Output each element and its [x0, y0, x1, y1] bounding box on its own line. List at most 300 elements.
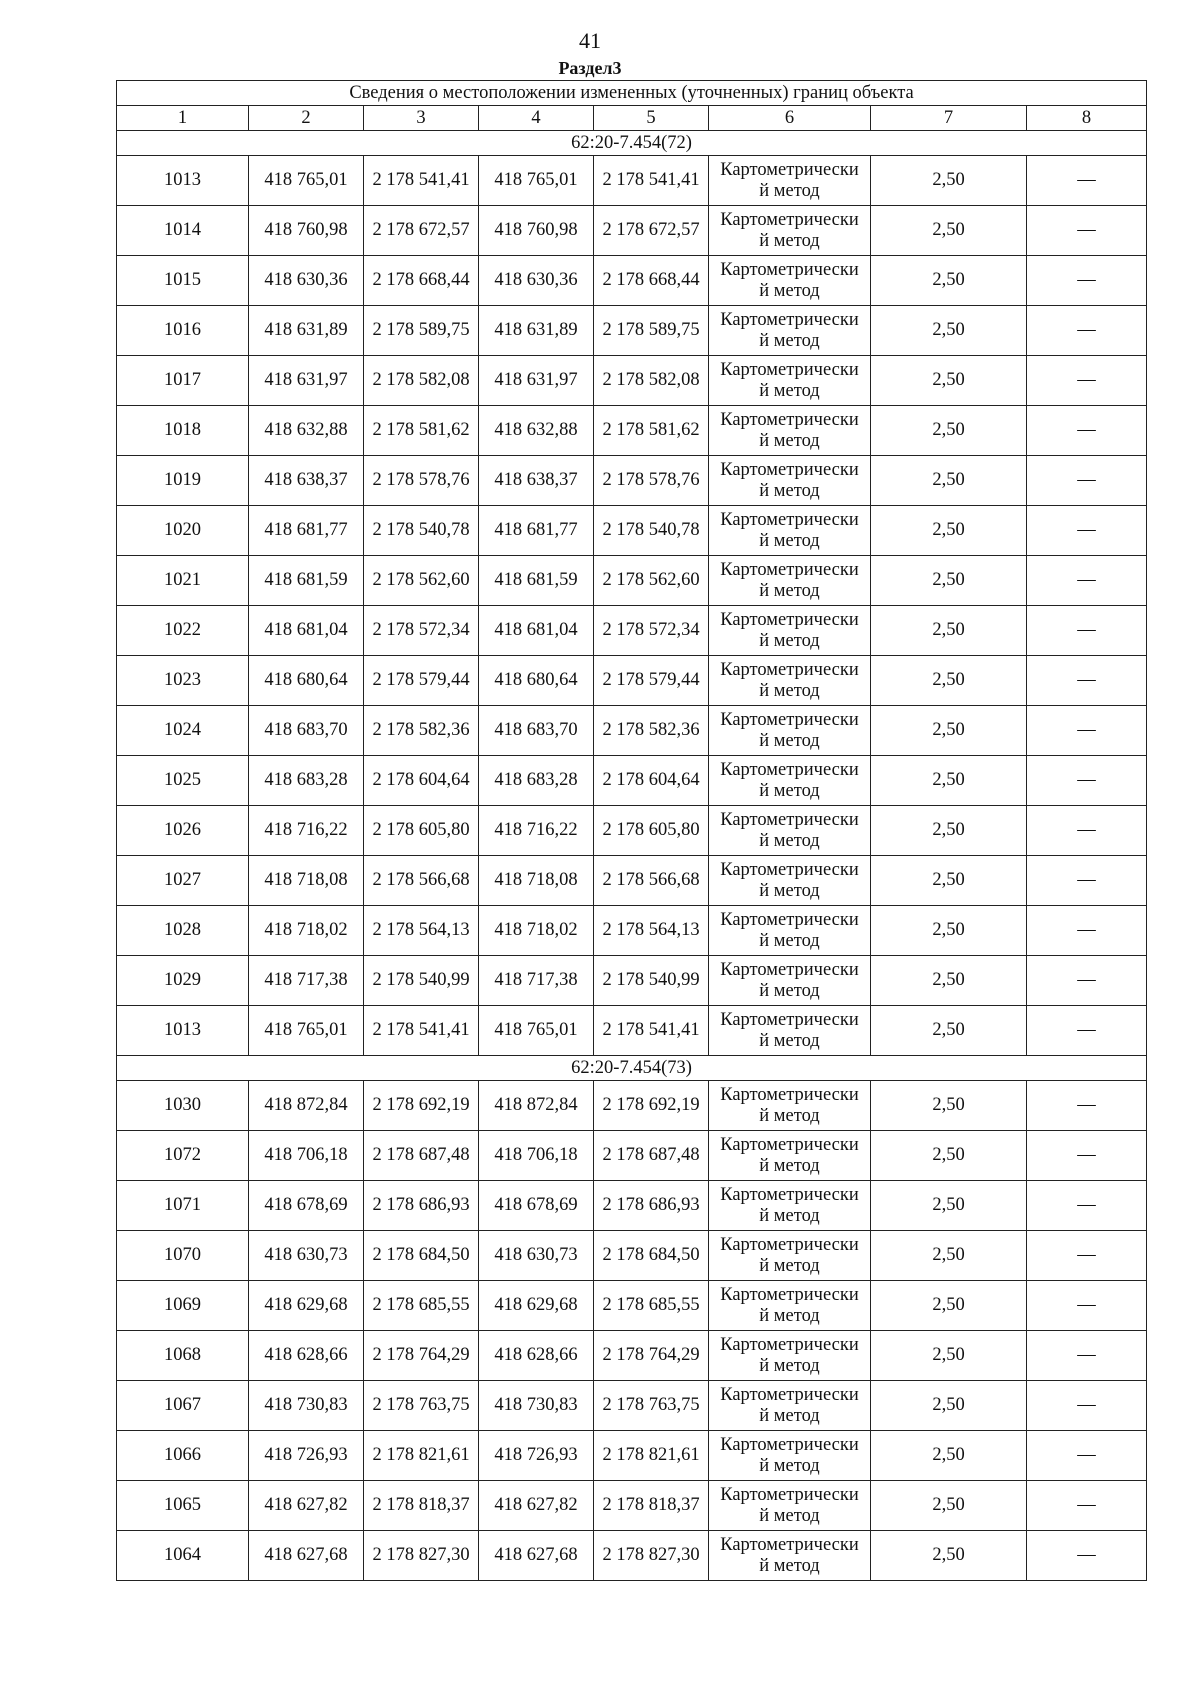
method-text-line: Картометрически: [720, 359, 859, 380]
accuracy-cell: 2,50: [871, 1081, 1027, 1131]
y-existing-cell: 2 178 818,37: [364, 1481, 479, 1531]
method-text-line: й метод: [759, 880, 820, 901]
note-cell: —: [1027, 706, 1147, 756]
point-number-cell: 1018: [117, 406, 249, 456]
method-cell: [709, 656, 871, 706]
accuracy-cell: 2,50: [871, 806, 1027, 856]
x-refined-cell: 418 680,64: [479, 656, 594, 706]
table-row: [117, 556, 1147, 606]
section-title: Раздел3: [558, 58, 622, 78]
method-cell: [709, 956, 871, 1006]
method-text-line: Картометрически: [720, 759, 859, 780]
y-existing-cell: 2 178 684,50: [364, 1231, 479, 1281]
x-refined-cell: 418 631,89: [479, 306, 594, 356]
note-cell: —: [1027, 156, 1147, 206]
x-refined-cell: 418 730,83: [479, 1381, 594, 1431]
table-row: [117, 206, 1147, 256]
note-cell: —: [1027, 656, 1147, 706]
point-number-cell: 1068: [117, 1331, 249, 1381]
x-existing-cell: 418 630,73: [249, 1231, 364, 1281]
x-existing-cell: 418 631,89: [249, 306, 364, 356]
x-refined-cell: 418 627,68: [479, 1531, 594, 1581]
y-existing-cell: 2 178 572,34: [364, 606, 479, 656]
y-refined-cell: 2 178 566,68: [594, 856, 709, 906]
table-row: [117, 406, 1147, 456]
method-text-line: Картометрически: [720, 1334, 859, 1355]
x-existing-cell: 418 760,98: [249, 206, 364, 256]
boundary-coordinates-table: [116, 80, 1147, 1581]
method-cell: [709, 1231, 871, 1281]
y-refined-cell: 2 178 686,93: [594, 1181, 709, 1231]
x-existing-cell: 418 630,36: [249, 256, 364, 306]
parcel-label: 62:20-7.454(72): [117, 131, 1147, 156]
x-refined-cell: 418 631,97: [479, 356, 594, 406]
note-cell: —: [1027, 1281, 1147, 1331]
note-cell: —: [1027, 1381, 1147, 1431]
accuracy-cell: 2,50: [871, 756, 1027, 806]
method-text-line: Картометрически: [720, 859, 859, 880]
method-cell: [709, 1381, 871, 1431]
parcel-label: 62:20-7.454(73): [117, 1056, 1147, 1081]
x-refined-cell: 418 683,70: [479, 706, 594, 756]
column-number: 5: [594, 106, 709, 131]
method-text-line: й метод: [759, 1305, 820, 1326]
method-text-line: й метод: [759, 1355, 820, 1376]
method-text-line: й метод: [759, 630, 820, 651]
note-cell: —: [1027, 206, 1147, 256]
x-existing-cell: 418 872,84: [249, 1081, 364, 1131]
table-row: [117, 256, 1147, 306]
method-text-line: Картометрически: [720, 1484, 859, 1505]
y-existing-cell: 2 178 578,76: [364, 456, 479, 506]
x-refined-cell: 418 630,36: [479, 256, 594, 306]
table-row: [117, 1006, 1147, 1056]
table-row: [117, 806, 1147, 856]
method-cell: [709, 1431, 871, 1481]
y-existing-cell: 2 178 764,29: [364, 1331, 479, 1381]
method-text-line: Картометрически: [720, 709, 859, 730]
method-cell: [709, 1331, 871, 1381]
note-cell: —: [1027, 956, 1147, 1006]
method-text-line: Картометрически: [720, 909, 859, 930]
y-existing-cell: 2 178 668,44: [364, 256, 479, 306]
method-cell: [709, 506, 871, 556]
x-existing-cell: 418 627,82: [249, 1481, 364, 1531]
y-existing-cell: 2 178 564,13: [364, 906, 479, 956]
method-cell: [709, 156, 871, 206]
method-text-line: й метод: [759, 480, 820, 501]
x-existing-cell: 418 681,59: [249, 556, 364, 606]
y-refined-cell: 2 178 540,78: [594, 506, 709, 556]
y-existing-cell: 2 178 562,60: [364, 556, 479, 606]
table-row: [117, 756, 1147, 806]
method-text-line: Картометрически: [720, 1434, 859, 1455]
accuracy-cell: 2,50: [871, 1481, 1027, 1531]
method-text-line: Картометрически: [720, 659, 859, 680]
y-refined-cell: 2 178 827,30: [594, 1531, 709, 1581]
method-text-line: й метод: [759, 930, 820, 951]
method-text-line: й метод: [759, 1255, 820, 1276]
method-text-line: й метод: [759, 430, 820, 451]
method-cell: [709, 306, 871, 356]
y-refined-cell: 2 178 564,13: [594, 906, 709, 956]
y-refined-cell: 2 178 692,19: [594, 1081, 709, 1131]
method-cell: [709, 406, 871, 456]
y-refined-cell: 2 178 668,44: [594, 256, 709, 306]
method-text-line: й метод: [759, 180, 820, 201]
x-refined-cell: 418 627,82: [479, 1481, 594, 1531]
method-text-line: Картометрически: [720, 809, 859, 830]
y-existing-cell: 2 178 672,57: [364, 206, 479, 256]
method-text-line: й метод: [759, 530, 820, 551]
method-cell: [709, 456, 871, 506]
accuracy-cell: 2,50: [871, 856, 1027, 906]
method-text-line: Картометрически: [720, 609, 859, 630]
y-refined-cell: 2 178 541,41: [594, 1006, 709, 1056]
method-text-line: й метод: [759, 1505, 820, 1526]
note-cell: —: [1027, 256, 1147, 306]
accuracy-cell: 2,50: [871, 606, 1027, 656]
method-text-line: й метод: [759, 780, 820, 801]
y-refined-cell: 2 178 578,76: [594, 456, 709, 506]
y-refined-cell: 2 178 818,37: [594, 1481, 709, 1531]
y-existing-cell: 2 178 821,61: [364, 1431, 479, 1481]
column-number: 1: [117, 106, 249, 131]
y-existing-cell: 2 178 540,78: [364, 506, 479, 556]
note-cell: —: [1027, 606, 1147, 656]
point-number-cell: 1021: [117, 556, 249, 606]
x-refined-cell: 418 706,18: [479, 1131, 594, 1181]
point-number-cell: 1067: [117, 1381, 249, 1431]
method-text-line: й метод: [759, 1155, 820, 1176]
x-existing-cell: 418 632,88: [249, 406, 364, 456]
note-cell: —: [1027, 1481, 1147, 1531]
point-number-cell: 1070: [117, 1231, 249, 1281]
method-text-line: й метод: [759, 1105, 820, 1126]
accuracy-cell: 2,50: [871, 156, 1027, 206]
x-existing-cell: 418 717,38: [249, 956, 364, 1006]
y-existing-cell: 2 178 827,30: [364, 1531, 479, 1581]
point-number-cell: 1028: [117, 906, 249, 956]
accuracy-cell: 2,50: [871, 906, 1027, 956]
table-title: Сведения о местоположении измененных (уточненных) границ объекта: [117, 81, 1147, 106]
x-refined-cell: 418 683,28: [479, 756, 594, 806]
method-text-line: й метод: [759, 280, 820, 301]
note-cell: —: [1027, 1531, 1147, 1581]
x-refined-cell: 418 716,22: [479, 806, 594, 856]
x-existing-cell: 418 683,70: [249, 706, 364, 756]
note-cell: —: [1027, 456, 1147, 506]
y-refined-cell: 2 178 684,50: [594, 1231, 709, 1281]
y-existing-cell: 2 178 589,75: [364, 306, 479, 356]
method-cell: [709, 1081, 871, 1131]
point-number-cell: 1069: [117, 1281, 249, 1331]
x-refined-cell: 418 765,01: [479, 1006, 594, 1056]
y-existing-cell: 2 178 582,08: [364, 356, 479, 406]
table-row: [117, 606, 1147, 656]
point-number-cell: 1020: [117, 506, 249, 556]
note-cell: —: [1027, 906, 1147, 956]
x-refined-cell: 418 718,08: [479, 856, 594, 906]
table-row: [117, 356, 1147, 406]
y-refined-cell: 2 178 763,75: [594, 1381, 709, 1431]
method-cell: [709, 856, 871, 906]
accuracy-cell: 2,50: [871, 506, 1027, 556]
table-row: [117, 1331, 1147, 1381]
method-cell: [709, 806, 871, 856]
method-cell: [709, 1181, 871, 1231]
x-refined-cell: 418 681,77: [479, 506, 594, 556]
point-number-cell: 1013: [117, 1006, 249, 1056]
x-existing-cell: 418 638,37: [249, 456, 364, 506]
method-cell: [709, 706, 871, 756]
table-row: [117, 956, 1147, 1006]
x-existing-cell: 418 718,08: [249, 856, 364, 906]
point-number-cell: 1015: [117, 256, 249, 306]
method-text-line: й метод: [759, 980, 820, 1001]
y-existing-cell: 2 178 581,62: [364, 406, 479, 456]
y-refined-cell: 2 178 604,64: [594, 756, 709, 806]
group-row: [117, 1056, 1147, 1081]
x-existing-cell: 418 631,97: [249, 356, 364, 406]
method-cell: [709, 1131, 871, 1181]
x-refined-cell: 418 638,37: [479, 456, 594, 506]
table-row: [117, 1481, 1147, 1531]
column-number: 6: [709, 106, 871, 131]
point-number-cell: 1030: [117, 1081, 249, 1131]
accuracy-cell: 2,50: [871, 306, 1027, 356]
y-existing-cell: 2 178 566,68: [364, 856, 479, 906]
method-text-line: й метод: [759, 1205, 820, 1226]
table-row: [117, 1081, 1147, 1131]
y-refined-cell: 2 178 582,36: [594, 706, 709, 756]
method-text-line: й метод: [759, 680, 820, 701]
x-refined-cell: 418 628,66: [479, 1331, 594, 1381]
note-cell: —: [1027, 306, 1147, 356]
point-number-cell: 1017: [117, 356, 249, 406]
y-existing-cell: 2 178 582,36: [364, 706, 479, 756]
x-existing-cell: 418 629,68: [249, 1281, 364, 1331]
method-text-line: й метод: [759, 1455, 820, 1476]
table-row: [117, 1431, 1147, 1481]
point-number-cell: 1022: [117, 606, 249, 656]
method-text-line: Картометрически: [720, 259, 859, 280]
point-number-cell: 1025: [117, 756, 249, 806]
x-existing-cell: 418 726,93: [249, 1431, 364, 1481]
column-number: 4: [479, 106, 594, 131]
method-text-line: Картометрически: [720, 1009, 859, 1030]
table-body: [117, 131, 1147, 1581]
x-existing-cell: 418 678,69: [249, 1181, 364, 1231]
method-cell: [709, 1481, 871, 1531]
method-text-line: Картометрически: [720, 1134, 859, 1155]
method-cell: [709, 356, 871, 406]
column-number: 8: [1027, 106, 1147, 131]
method-text-line: Картометрически: [720, 1284, 859, 1305]
table-row: [117, 506, 1147, 556]
note-cell: —: [1027, 1181, 1147, 1231]
method-text-line: й метод: [759, 330, 820, 351]
accuracy-cell: 2,50: [871, 1006, 1027, 1056]
note-cell: —: [1027, 1131, 1147, 1181]
y-refined-cell: 2 178 687,48: [594, 1131, 709, 1181]
y-refined-cell: 2 178 821,61: [594, 1431, 709, 1481]
table-row: [117, 1131, 1147, 1181]
note-cell: —: [1027, 1006, 1147, 1056]
method-text-line: й метод: [759, 1405, 820, 1426]
method-cell: [709, 1006, 871, 1056]
point-number-cell: 1027: [117, 856, 249, 906]
x-refined-cell: 418 681,59: [479, 556, 594, 606]
method-text-line: Картометрически: [720, 1384, 859, 1405]
accuracy-cell: 2,50: [871, 1381, 1027, 1431]
accuracy-cell: 2,50: [871, 206, 1027, 256]
accuracy-cell: 2,50: [871, 456, 1027, 506]
y-refined-cell: 2 178 764,29: [594, 1331, 709, 1381]
point-number-cell: 1029: [117, 956, 249, 1006]
y-refined-cell: 2 178 540,99: [594, 956, 709, 1006]
table-row: [117, 1231, 1147, 1281]
point-number-cell: 1014: [117, 206, 249, 256]
y-existing-cell: 2 178 763,75: [364, 1381, 479, 1431]
column-number: 2: [249, 106, 364, 131]
x-existing-cell: 418 681,04: [249, 606, 364, 656]
y-refined-cell: 2 178 582,08: [594, 356, 709, 406]
accuracy-cell: 2,50: [871, 706, 1027, 756]
x-refined-cell: 418 629,68: [479, 1281, 594, 1331]
method-cell: [709, 906, 871, 956]
point-number-cell: 1071: [117, 1181, 249, 1231]
table-row: [117, 706, 1147, 756]
method-text-line: й метод: [759, 830, 820, 851]
accuracy-cell: 2,50: [871, 1331, 1027, 1381]
method-text-line: й метод: [759, 380, 820, 401]
accuracy-cell: 2,50: [871, 1231, 1027, 1281]
method-text-line: Картометрически: [720, 309, 859, 330]
method-cell: [709, 756, 871, 806]
method-text-line: й метод: [759, 580, 820, 601]
group-row: [117, 131, 1147, 156]
table-row: [117, 856, 1147, 906]
x-existing-cell: 418 765,01: [249, 1006, 364, 1056]
x-refined-cell: 418 718,02: [479, 906, 594, 956]
note-cell: —: [1027, 1331, 1147, 1381]
x-refined-cell: 418 630,73: [479, 1231, 594, 1281]
accuracy-cell: 2,50: [871, 1531, 1027, 1581]
x-existing-cell: 418 765,01: [249, 156, 364, 206]
method-cell: [709, 206, 871, 256]
method-cell: [709, 1531, 871, 1581]
column-number: 7: [871, 106, 1027, 131]
x-existing-cell: 418 683,28: [249, 756, 364, 806]
y-refined-cell: 2 178 605,80: [594, 806, 709, 856]
accuracy-cell: 2,50: [871, 1431, 1027, 1481]
point-number-cell: 1023: [117, 656, 249, 706]
note-cell: —: [1027, 1081, 1147, 1131]
method-text-line: й метод: [759, 1030, 820, 1051]
accuracy-cell: 2,50: [871, 956, 1027, 1006]
table-row: [117, 906, 1147, 956]
point-number-cell: 1024: [117, 706, 249, 756]
page-number: 41: [579, 28, 601, 53]
y-existing-cell: 2 178 541,41: [364, 1006, 479, 1056]
y-refined-cell: 2 178 562,60: [594, 556, 709, 606]
x-refined-cell: 418 717,38: [479, 956, 594, 1006]
note-cell: —: [1027, 406, 1147, 456]
method-text-line: Картометрически: [720, 1534, 859, 1555]
note-cell: —: [1027, 1231, 1147, 1281]
x-existing-cell: 418 680,64: [249, 656, 364, 706]
accuracy-cell: 2,50: [871, 1281, 1027, 1331]
y-refined-cell: 2 178 581,62: [594, 406, 709, 456]
method-text-line: Картометрически: [720, 509, 859, 530]
y-existing-cell: 2 178 685,55: [364, 1281, 479, 1331]
method-text-line: Картометрически: [720, 1184, 859, 1205]
accuracy-cell: 2,50: [871, 1131, 1027, 1181]
accuracy-cell: 2,50: [871, 356, 1027, 406]
point-number-cell: 1064: [117, 1531, 249, 1581]
method-text-line: й метод: [759, 230, 820, 251]
note-cell: —: [1027, 806, 1147, 856]
method-text-line: й метод: [759, 1555, 820, 1576]
x-existing-cell: 418 681,77: [249, 506, 364, 556]
accuracy-cell: 2,50: [871, 1181, 1027, 1231]
x-existing-cell: 418 706,18: [249, 1131, 364, 1181]
y-existing-cell: 2 178 540,99: [364, 956, 479, 1006]
method-cell: [709, 556, 871, 606]
x-refined-cell: 418 632,88: [479, 406, 594, 456]
table-row: [117, 306, 1147, 356]
method-text-line: Картометрически: [720, 559, 859, 580]
x-refined-cell: 418 765,01: [479, 156, 594, 206]
table-row: [117, 456, 1147, 506]
method-text-line: Картометрически: [720, 959, 859, 980]
point-number-cell: 1013: [117, 156, 249, 206]
table-row: [117, 1531, 1147, 1581]
y-existing-cell: 2 178 541,41: [364, 156, 479, 206]
method-text-line: Картометрически: [720, 209, 859, 230]
x-refined-cell: 418 678,69: [479, 1181, 594, 1231]
accuracy-cell: 2,50: [871, 556, 1027, 606]
method-text-line: Картометрически: [720, 159, 859, 180]
y-existing-cell: 2 178 605,80: [364, 806, 479, 856]
accuracy-cell: 2,50: [871, 656, 1027, 706]
table-row: [117, 656, 1147, 706]
y-refined-cell: 2 178 589,75: [594, 306, 709, 356]
y-existing-cell: 2 178 604,64: [364, 756, 479, 806]
y-existing-cell: 2 178 579,44: [364, 656, 479, 706]
point-number-cell: 1066: [117, 1431, 249, 1481]
method-text-line: й метод: [759, 730, 820, 751]
method-text-line: Картометрически: [720, 459, 859, 480]
method-cell: [709, 256, 871, 306]
x-existing-cell: 418 716,22: [249, 806, 364, 856]
x-existing-cell: 418 730,83: [249, 1381, 364, 1431]
table-row: [117, 1181, 1147, 1231]
y-refined-cell: 2 178 672,57: [594, 206, 709, 256]
point-number-cell: 1016: [117, 306, 249, 356]
note-cell: —: [1027, 1431, 1147, 1481]
method-text-line: Картометрически: [720, 409, 859, 430]
point-number-cell: 1072: [117, 1131, 249, 1181]
y-existing-cell: 2 178 692,19: [364, 1081, 479, 1131]
y-refined-cell: 2 178 579,44: [594, 656, 709, 706]
x-refined-cell: 418 760,98: [479, 206, 594, 256]
x-refined-cell: 418 872,84: [479, 1081, 594, 1131]
y-existing-cell: 2 178 686,93: [364, 1181, 479, 1231]
table-row: [117, 1381, 1147, 1431]
x-refined-cell: 418 681,04: [479, 606, 594, 656]
